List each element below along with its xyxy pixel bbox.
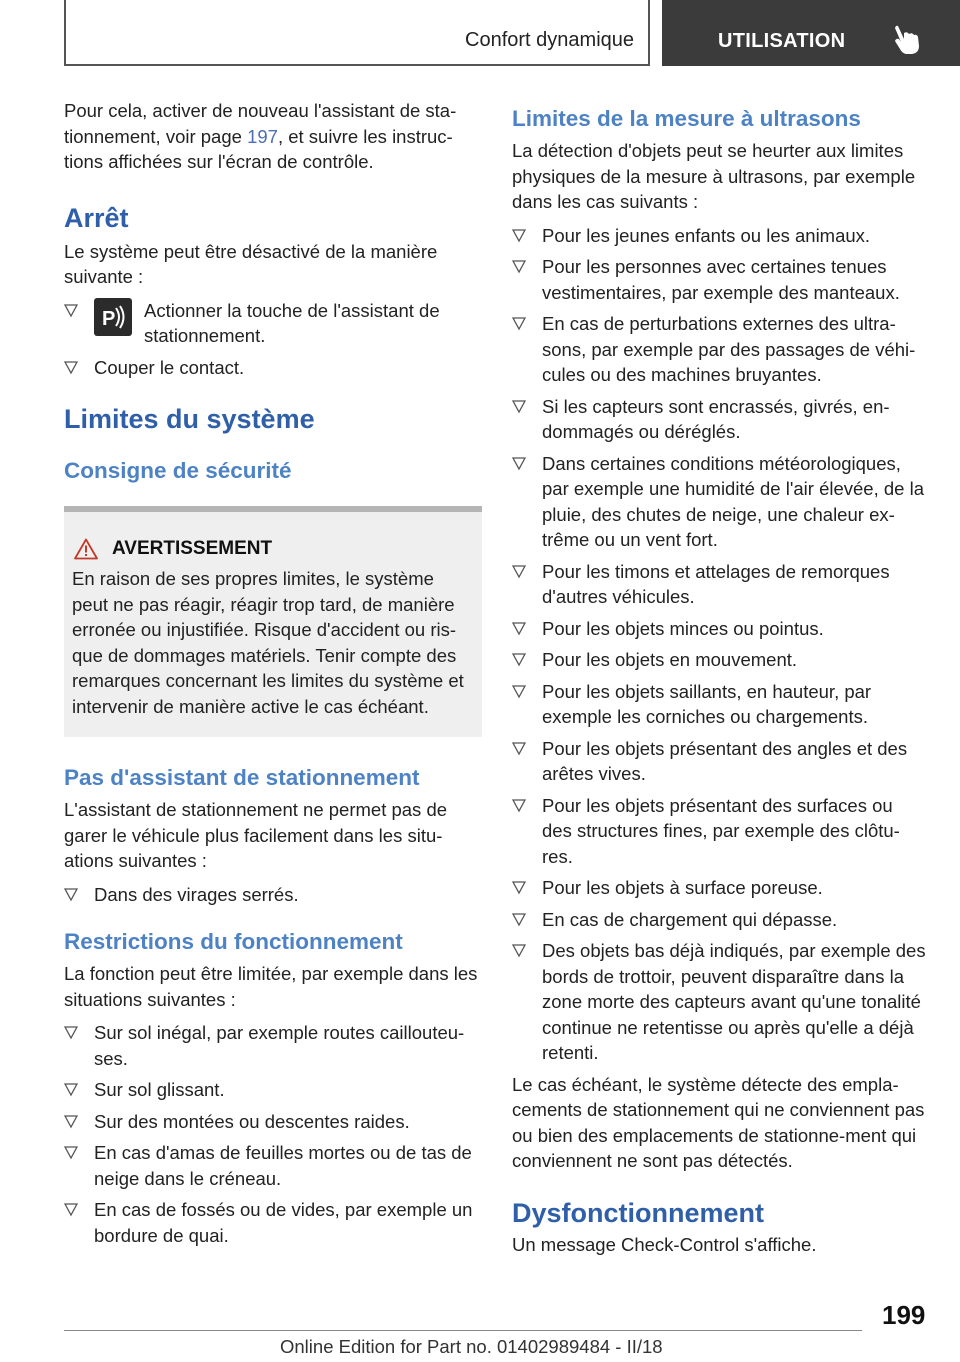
ultrasons-list	[512, 223, 926, 1066]
pas-list	[64, 882, 482, 908]
triangle-bullet-icon	[64, 1026, 78, 1040]
list-item: En cas d'amas de feuilles mortes ou de tas de neige dans le créneau.	[64, 1140, 482, 1191]
list-item: En cas de chargement qui dépasse.	[512, 907, 926, 933]
list-item: Pour les objets à surface poreuse.	[512, 875, 926, 901]
arret-paragraph: Le système peut être désactivé de la manière suivante :	[64, 240, 438, 287]
list-item: Pour les objets saillants, en hauteur, par exemple les corniches ou chargements.	[512, 679, 926, 730]
list-item: Sur des montées ou descentes raides.	[64, 1109, 482, 1135]
heading-arret: Arrêt	[64, 202, 129, 233]
ultrasons-paragraph: La détection d'objets peut se heurter aux limites physiques de la mesure à ultrasons, par exemple dans les cas suivants :	[512, 140, 916, 212]
header-chapter-tab	[662, 0, 960, 66]
list-item: Pour les objets en mouvement.	[512, 647, 926, 673]
triangle-bullet-icon	[64, 1115, 78, 1129]
heading-dysfonctionnement: Dysfonctionnement	[512, 1197, 765, 1228]
footer-divider	[64, 1330, 862, 1331]
warning-header	[74, 538, 474, 560]
list-item: Dans certaines conditions météorologiques, par exemple une humidité de l'air élevée, de la pluie, des chutes de neige, une chaleur ex‐trême ou un vent fort.	[512, 451, 926, 553]
triangle-bullet-icon	[64, 1203, 78, 1217]
triangle-bullet-icon	[512, 685, 526, 699]
triangle-bullet-icon	[512, 229, 526, 243]
list-item: Dans des virages serrés.	[64, 882, 482, 908]
header-section-title: Confort dynamique	[465, 29, 634, 51]
triangle-bullet-icon	[512, 742, 526, 756]
right-column	[512, 104, 926, 1257]
triangle-bullet-icon	[512, 881, 526, 895]
triangle-bullet-icon	[512, 260, 526, 274]
warning-title: AVERTISSEMENT	[112, 538, 273, 559]
page-link[interactable]: 197	[247, 125, 278, 147]
dysfonctionnement-paragraph: Un message Check-Control s'affiche.	[512, 1233, 817, 1255]
list-item: Pour les objets minces ou pointus.	[512, 616, 926, 642]
list-item: Couper le contact.	[64, 355, 482, 381]
list-item: Pour les timons et attelages de remorques d'autres véhicules.	[512, 559, 926, 610]
parking-assistant-button-icon	[94, 298, 132, 336]
triangle-bullet-icon	[64, 361, 78, 375]
restrictions-paragraph: La fonction peut être limitée, par exemple dans les situations suivantes :	[64, 963, 478, 1010]
list-item: Pour les objets présentant des surfaces ou des structures fines, par exemple des clôtu‐res.	[512, 793, 926, 870]
list-item: Pour les personnes avec certaines tenues vestimentaires, par exemple des manteaux.	[512, 254, 926, 305]
list-item: Pour les objets présentant des angles et des arêtes vives.	[512, 736, 926, 787]
left-column	[64, 98, 482, 1248]
svg-text:P: P	[102, 307, 116, 330]
triangle-bullet-icon	[512, 944, 526, 958]
header-chapter-label: UTILISATION	[718, 30, 846, 52]
list-item: En cas de fossés ou de vides, par exemple un bordure de quai.	[64, 1197, 482, 1248]
triangle-bullet-icon	[512, 565, 526, 579]
triangle-bullet-icon	[64, 304, 78, 318]
footer-edition: Online Edition for Part no. 01402989484 - II/18	[280, 1336, 663, 1357]
list-item: Des objets bas déjà indiqués, par exemple des bords de trottoir, peuvent disparaître dans la zone morte des capteurs avant qu'une tonalité continue ne retentisse ou après qu'elle a déjà retenti.	[512, 938, 926, 1066]
triangle-bullet-icon	[64, 1146, 78, 1160]
warning-text: En raison de ses propres limites, le système peut ne pas réagir, réagir trop tard, de manière erronée ou injustifiée. Risque d'accident ou ris‐que de dommages matériels. Tenir compte des remarques concernant les limites du système et intervenir de manière active le cas échéant.	[72, 568, 464, 717]
heading-consigne-securite: Consigne de sécurité	[64, 458, 292, 483]
pas-paragraph: L'assistant de stationnement ne permet pas de garer le véhicule plus facilement dans les situ‐ations suivantes :	[64, 799, 448, 871]
triangle-bullet-icon	[64, 1083, 78, 1097]
warning-box	[64, 506, 482, 737]
heading-limites-systeme: Limites du système	[64, 404, 315, 434]
triangle-bullet-icon	[512, 622, 526, 636]
triangle-bullet-icon	[512, 317, 526, 331]
triangle-bullet-icon	[512, 400, 526, 414]
triangle-bullet-icon	[64, 888, 78, 902]
pointing-hand-icon	[892, 24, 922, 56]
heading-restrictions: Restrictions du fonctionnement	[64, 929, 403, 954]
page-number: 199	[882, 1300, 926, 1330]
list-item: Si les capteurs sont encrassés, givrés, en‐dommagés ou déréglés.	[512, 394, 926, 445]
restrictions-list	[64, 1020, 482, 1248]
heading-limites-ultrasons: Limites de la mesure à ultrasons	[512, 106, 861, 131]
arret-list	[64, 298, 482, 381]
triangle-bullet-icon	[512, 457, 526, 471]
list-item: En cas de perturbations externes des ultra‐sons, par exemple par des passages de véhi‐cules ou des machines bruyantes.	[512, 311, 926, 388]
heading-pas-assistant: Pas d'assistant de stationnement	[64, 765, 420, 790]
list-item: Sur sol glissant.	[64, 1077, 482, 1103]
list-item: P Actionner la touche de l'assistant de stationnement.	[64, 298, 482, 349]
ultrasons-after-paragraph: Le cas échéant, le système détecte des empla‐cements de stationnement qui ne conviennent pas ou bien des emplacements de stationne‐ment qui conviennent ne sont pas détectés.	[512, 1073, 925, 1171]
list-item: Pour les jeunes enfants ou les animaux.	[512, 223, 926, 249]
warning-triangle-icon	[74, 538, 98, 560]
triangle-bullet-icon	[512, 913, 526, 927]
list-item: Sur sol inégal, par exemple routes caillouteu‐ses.	[64, 1020, 482, 1071]
triangle-bullet-icon	[512, 653, 526, 667]
intro-paragraph: Pour cela, activer de nouveau l'assistant de sta‐tionnement, voir page 197, et suivre les instruc‐tions affichées sur l'écran de contrôle.	[64, 100, 457, 172]
triangle-bullet-icon	[512, 799, 526, 813]
